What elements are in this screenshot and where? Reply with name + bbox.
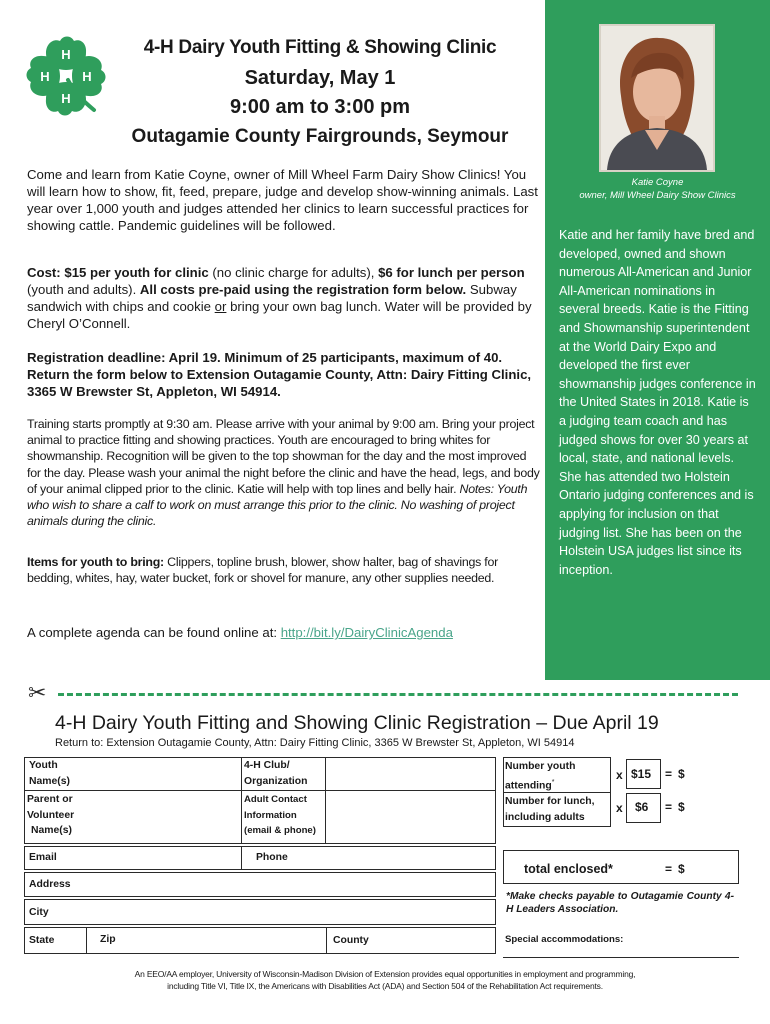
phone-label: Phone (256, 852, 288, 863)
agenda-text: A complete agenda can be found online at: (27, 625, 281, 640)
footer-line-2: including Title VI, Title IX, the Americans with Disabilities Act (ADA) and Section 504 of the Rehabilitation Act requirements. (167, 980, 603, 991)
flyer-header (110, 36, 530, 151)
items-paragraph (27, 554, 542, 586)
presenter-bio: Katie and her family have bred and developed, owned and shown numerous All-American and Junior All-American nominations in several breeds. Katie is the Fitting and Showmanship superintendent at the World Dairy Expo and developed the first ever showmanship judges conference in the United States in 2018. Katie is a judging team coach and has judged shows for over 30 years at local, state, and national levels. She has attended two Holstein Ontario judging conferences and is applying for inclusion on that judging list. She has been on the Holstein USA judges list since its inception. (559, 228, 756, 577)
event-time: 9:00 am to 3:00 pm (229, 96, 411, 118)
lunch-total[interactable]: $ (678, 800, 685, 814)
parent-name-label: Parent or Volunteer Name(s) (27, 794, 75, 836)
svg-text:H: H (82, 69, 92, 84)
special-accommodations-label: Special accommodations: (505, 934, 624, 945)
county-label: County (333, 935, 369, 946)
lunch-note: (youth and adults). (27, 282, 140, 297)
form-divider (24, 790, 496, 791)
event-location: Outagamie County Fairgrounds, Seymour (131, 126, 509, 147)
form-divider (325, 757, 326, 844)
state-zip-county-row (24, 927, 496, 954)
scissors-icon: ✂ (28, 681, 47, 706)
training-notes: Notes: Youth who wish to share a calf to work on must arrange this prior to the clinic. No washing of project animals during the clinic. (27, 481, 528, 529)
presenter-photo (599, 24, 715, 172)
prepaid-note: All costs pre-paid using the registration form below. (139, 282, 467, 297)
deadline-paragraph: Registration deadline: April 19. Minimum of 25 participants, maximum of 40. Return the form below to Extension Outagamie County, Attn: Dairy Fitting Clinic, 3365 W Brewster St, Appleton, WI 54914. (27, 350, 532, 399)
intro-paragraph: Come and learn from Katie Coyne, owner of Mill Wheel Farm Dairy Show Clinics! You will learn how to show, fit, feed, prepare, judge and develop show-winning animals. Last year over 1,000 youth and judges attended her clinics to learn successful practices for showing cattle. Pandemic guidelines will be followed. (27, 167, 538, 233)
items-text: Clippers, topline brush, blower, show halter, bag of shavings for bedding, whites, hay, water bucket, fork or shovel for manure, any other supplies needed. (27, 555, 498, 586)
lunch-detail-2: bring your own bag lunch. Water will be provided by Cheryl O’Connell. (27, 299, 532, 331)
num-youth-label: Number youth attending* (505, 761, 576, 791)
registration-return-address: Return to: Extension Outagamie County, Attn: Dairy Fitting Clinic, 3365 W Brewster St, Appleton, WI 54914 (55, 737, 575, 749)
form-divider (241, 846, 242, 870)
agenda-paragraph (27, 624, 542, 641)
num-lunch-label: Number for lunch, including adults (505, 796, 595, 823)
4h-clover-logo (24, 34, 108, 118)
caption-role: owner, Mill Wheel Dairy Show Clinics (579, 190, 736, 201)
photo-caption (545, 176, 770, 202)
registration-title: 4-H Dairy Youth Fitting and Showing Clinic Registration – Due April 19 (55, 712, 659, 734)
event-title: 4-H Dairy Youth Fitting & Showing Clinic (143, 37, 497, 58)
zip-label: Zip (100, 934, 116, 945)
event-date: Saturday, May 1 (244, 67, 396, 89)
cost-paragraph (27, 264, 542, 332)
cost-note: (no clinic charge for adults), (208, 265, 379, 280)
dashed-divider (58, 693, 738, 696)
total-label: total enclosed* (524, 862, 613, 876)
state-label: State (29, 935, 55, 946)
training-paragraph (27, 416, 542, 529)
lunch-or: or (214, 299, 227, 314)
cost-label: Cost: $15 per youth for clinic (27, 265, 209, 280)
svg-text:H: H (61, 91, 71, 106)
equals-sign: = (665, 767, 673, 781)
form-divider (241, 757, 242, 844)
agenda-link[interactable]: http://bit.ly/DairyClinicAgenda (280, 625, 453, 640)
svg-text:H: H (61, 47, 71, 62)
times-sign: x (616, 801, 623, 815)
cut-line (28, 681, 738, 706)
city-field[interactable] (24, 899, 496, 925)
total-amount[interactable]: $ (678, 862, 685, 876)
training-text: Training starts promptly at 9:30 am. Please arrive with your animal by 9:00 am. Bring your project animal to practice fitting and showing practices. Youth are encouraged to bring whites for showmanship. Recognition will be given to the top showman for the day and the most improved for the day. Please wash your animal the night before the clinic and have the head, legs, and body of your animal clipped prior to the clinic. Katie will help with top lines and belly hair. (27, 417, 540, 496)
lunch-cost: $6 for lunch per person (378, 265, 525, 280)
items-label: Items for youth to bring: (27, 555, 164, 569)
equals-sign: = (665, 800, 673, 814)
lunch-price: $6 (635, 800, 649, 814)
address-field[interactable] (24, 872, 496, 897)
city-label: City (29, 907, 49, 918)
youth-name-label: Youth Name(s) (29, 760, 70, 787)
caption-name: Katie Coyne (631, 177, 684, 188)
presenter-sidebar (545, 0, 770, 680)
form-divider (326, 927, 327, 954)
svg-text:H: H (40, 69, 50, 84)
footer-line-1: An EEO/AA employer, University of Wisconsin-Madison Division of Extension provides equal opportunities in employment and programming, (134, 969, 636, 979)
youth-total[interactable]: $ (678, 767, 685, 781)
form-divider (86, 927, 87, 954)
adult-contact-label: Adult Contact Information (email & phone) (244, 794, 316, 836)
special-accommodations-line[interactable] (503, 957, 739, 958)
club-label: 4-H Club/ Organization (244, 760, 308, 787)
lunch-detail: Subway sandwich with chips and cookie (27, 282, 517, 314)
youth-price: $15 (631, 767, 652, 781)
equals-sign: = (665, 862, 673, 876)
payable-note: *Make checks payable to Outagamie County 4-H Leaders Association. (506, 891, 734, 915)
address-label: Address (29, 879, 71, 890)
times-sign: x (616, 768, 623, 782)
email-label: Email (29, 852, 57, 863)
eeo-footer (40, 969, 730, 992)
